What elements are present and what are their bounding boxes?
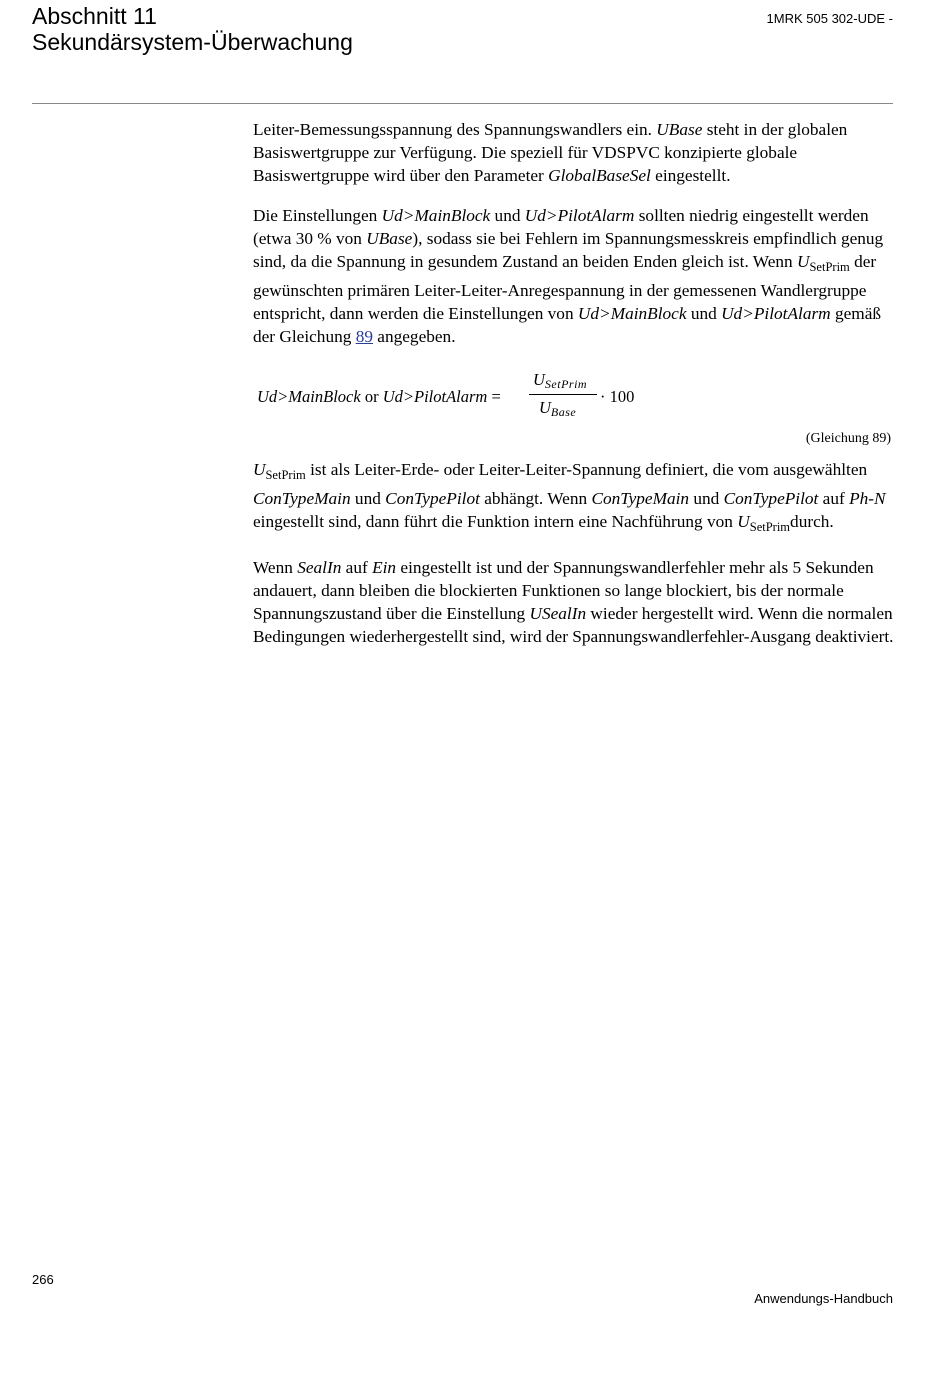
param-ubase: UBase (656, 120, 703, 139)
equation-lhs (257, 385, 501, 408)
eq-sub-base: Base (550, 405, 577, 419)
eq-u: U (539, 398, 551, 417)
eq-u: U (533, 370, 545, 389)
param-contypepilot: ConTypePilot (385, 489, 480, 508)
text: eingestellt. (650, 166, 731, 185)
eq-multiplier: · 100 (600, 387, 635, 406)
param-pilotalarm: Ud>PilotAlarm (721, 304, 831, 323)
eq-mainblock: Ud>MainBlock (257, 387, 361, 406)
paragraph-4 (253, 556, 895, 648)
value-ph-n: Ph-N (849, 489, 886, 508)
fraction-denominator (539, 396, 576, 424)
eq-or: or (360, 387, 383, 406)
text: Leiter-Bemessungsspannung des Spannungswandlers ein. (253, 120, 657, 139)
subscript-setprim: SetPrim (809, 260, 850, 274)
symbol-u: U (253, 460, 266, 479)
text: ), sodass sie bei Fehlern im Spannungsmesskreis empfindlich genug sind, da die Spannung in gesundem Zustand an beiden Enden gleich ist. Wenn (253, 229, 884, 271)
section-title (32, 3, 353, 55)
section-name: Sekundärsystem-Überwachung (32, 29, 353, 55)
fraction-numerator (533, 368, 587, 396)
eq-sub-setprim: SetPrim (544, 377, 588, 391)
text: sollten niedrig eingestellt werden (etwa 30 % von (253, 206, 869, 248)
text: abhängt. Wenn (479, 489, 592, 508)
text: und (350, 489, 386, 508)
param-sealin: SealIn (297, 558, 342, 577)
document-id: 1MRK 505 302-UDE - (766, 11, 893, 26)
subscript-setprim: SetPrim (749, 520, 791, 534)
symbol-u: U (737, 512, 750, 531)
eq-pilotalarm: Ud>PilotAlarm (382, 387, 488, 406)
text: eingestellt ist und der Spannungswandlerfehler mehr als 5 Sekunden andauert, dann bleiben die blockierten Funktionen so lange blockiert, bis der normale Spannungszustand über die Einstellung (253, 558, 874, 623)
equation-89 (257, 370, 895, 423)
param-mainblock: Ud>MainBlock (381, 206, 491, 225)
text: eingestellt sind, dann führt die Funktion intern eine Nachführung von (253, 512, 738, 531)
param-globalbasesel: GlobalBaseSel (548, 166, 651, 185)
header-divider (32, 103, 893, 104)
text: durch. (790, 512, 834, 531)
text: und (686, 304, 722, 323)
text: und (689, 489, 724, 508)
value-ein: Ein (372, 558, 397, 577)
symbol-u: U (797, 252, 810, 271)
text: gemäß der Gleichung (253, 304, 882, 346)
paragraph-2 (253, 204, 895, 348)
param-contypemain: ConTypeMain (253, 489, 351, 508)
text: und (490, 206, 525, 225)
text: auf (818, 489, 850, 508)
equation-label: (Gleichung 89) (805, 431, 891, 446)
text: Wenn (253, 558, 298, 577)
param-contypepilot: ConTypePilot (723, 489, 819, 508)
param-pilotalarm: Ud>PilotAlarm (524, 206, 635, 225)
param-ubase: UBase (366, 229, 413, 248)
section-number: Abschnitt 11 (32, 3, 157, 29)
text: auf (341, 558, 373, 577)
fraction-bar (529, 394, 597, 395)
param-contypemain: ConTypeMain (591, 489, 690, 508)
page-number: 266 (32, 1272, 54, 1287)
text: der gewünschten primären Leiter-Leiter-Anregespannung in der gemessenen Wandlergruppe entspricht, dann werden die Einstellungen von (253, 252, 877, 323)
text: Die Einstellungen (253, 206, 382, 225)
subscript-setprim: SetPrim (265, 468, 306, 482)
eq-equals: = (487, 387, 501, 406)
param-usealin: USealIn (529, 604, 587, 623)
text: angegeben. (372, 327, 456, 346)
main-content (253, 118, 895, 665)
text: wieder hergestellt wird. Wenn die normalen Bedingungen wiederhergestellt sind, wird der Spannungswandlerfehler-Ausgang deaktiviert. (253, 604, 894, 646)
text: steht in der globalen Basiswertgruppe zur Verfügung. Die speziell für VDSPVC konzipierte globale Basiswertgruppe wird über den Parameter (253, 120, 848, 185)
manual-title: Anwendungs-Handbuch (754, 1291, 893, 1306)
paragraph-3 (253, 458, 895, 539)
text: ist als Leiter-Erde- oder Leiter-Leiter-Spannung definiert, die vom ausgewählten (305, 460, 868, 479)
param-mainblock: Ud>MainBlock (577, 304, 687, 323)
paragraph-1 (253, 118, 895, 187)
equation-reference-link[interactable]: 89 (355, 327, 373, 346)
